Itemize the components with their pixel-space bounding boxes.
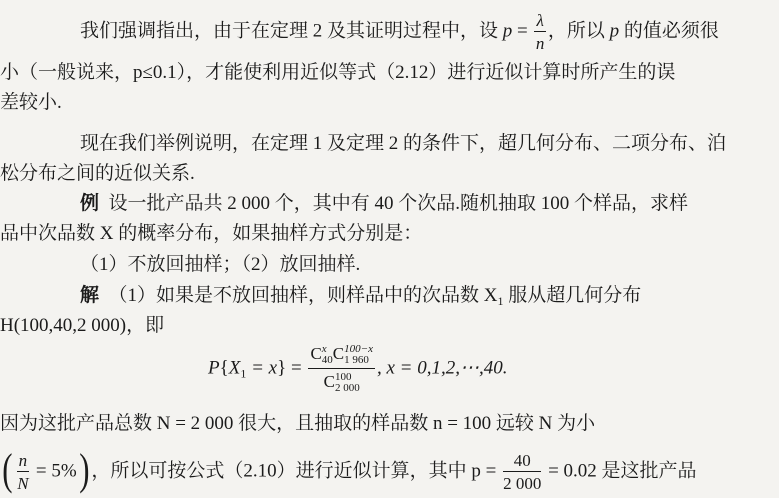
solution-line1 [80, 282, 779, 315]
example-label: 例 [80, 193, 100, 214]
fraction-40-over-2000 [503, 452, 541, 492]
var-p: p [609, 20, 620, 42]
var-p: p [502, 20, 513, 42]
formula-x: X [228, 357, 241, 379]
solution-label: 解 [80, 285, 100, 306]
fraction-numerator: n [18, 451, 28, 470]
example-line1 [80, 190, 779, 218]
paragraph2-line1: 现在我们举例说明，在定理 1 及定理 2 的条件下，超几何分布、二项分布、泊 [80, 133, 727, 154]
equals-sign: = [512, 20, 533, 42]
equals-sign: = [286, 357, 307, 379]
fraction-lambda-over-n [534, 12, 545, 52]
left-paren: ( [2, 445, 13, 494]
right-paren: ) [78, 445, 90, 494]
solution-text: = 0.02 是这批产品 [543, 460, 697, 482]
formula-brace: } [277, 357, 287, 379]
c-symbol: C [323, 371, 335, 391]
subscript: 1 960 [344, 354, 369, 366]
subscript: 2 000 [335, 382, 360, 394]
text-fragment: 的值必须很 [619, 20, 719, 42]
solution-line5 [0, 445, 779, 494]
text-fragment: 我们强调指出，由于在定理 2 及其证明过程中，设 [80, 20, 503, 42]
example-line3: （1）不放回抽样；（2）放回抽样. [80, 254, 361, 275]
solution-line2: H(100,40,2 000)，即 [0, 315, 165, 336]
fraction-denominator: n [535, 34, 545, 53]
formula-numerator [308, 344, 375, 369]
formula-eq-x: = x [246, 357, 278, 379]
fraction-denominator: 2 000 [503, 474, 542, 493]
subscript: 1 [497, 294, 504, 308]
formula-range: , x = 0,1,2,⋯,40. [376, 357, 508, 379]
formula-fraction [308, 344, 375, 394]
c-symbol: C [332, 343, 345, 363]
example-line2: 品中次品数 X 的概率分布，如果抽样方式分别是： [0, 223, 423, 244]
fraction-denominator: N [17, 474, 29, 493]
formula-denominator [308, 369, 375, 394]
solution-text: ，所以可按公式（2.10）进行近似计算，其中 p = [91, 460, 502, 482]
fraction-numerator: λ [536, 11, 544, 30]
text-fragment: ，所以 [547, 20, 610, 42]
solution-line4: 因为这批产品总数 N = 2 000 很大，且抽取的样品数 n = 100 远较 N 为小 [0, 413, 596, 434]
paragraph1-line2: 小（一般说来，p≤0.1），才能使利用近似等式（2.12）进行近似计算时所产生的误 [0, 62, 676, 83]
paragraph2-line2: 松分布之间的近似关系. [0, 163, 195, 184]
fraction-numerator: 40 [503, 452, 541, 472]
paragraph1-line3: 差较小. [0, 92, 62, 113]
fraction-n-over-N [17, 452, 30, 492]
superscript: 100−x [344, 343, 373, 355]
solution-text: （1）如果是不放回抽样，则样品中的次品数 X [108, 285, 498, 306]
subscript: 1 [240, 366, 247, 381]
example-text: 设一批产品共 2 000 个，其中有 40 个次品.随机抽取 100 个样品，求样 [108, 193, 689, 214]
subscript: 40 [321, 354, 333, 366]
ratio-value: = 5% [31, 460, 77, 482]
superscript: x [321, 343, 327, 355]
paragraph1-line1 [80, 12, 779, 52]
formula-p: P [208, 357, 220, 379]
hypergeometric-formula [208, 344, 768, 394]
formula-brace: { [219, 357, 229, 379]
superscript: 100 [335, 371, 352, 383]
c-symbol: C [310, 343, 322, 363]
solution-text: 服从超几何分布 [503, 285, 642, 306]
